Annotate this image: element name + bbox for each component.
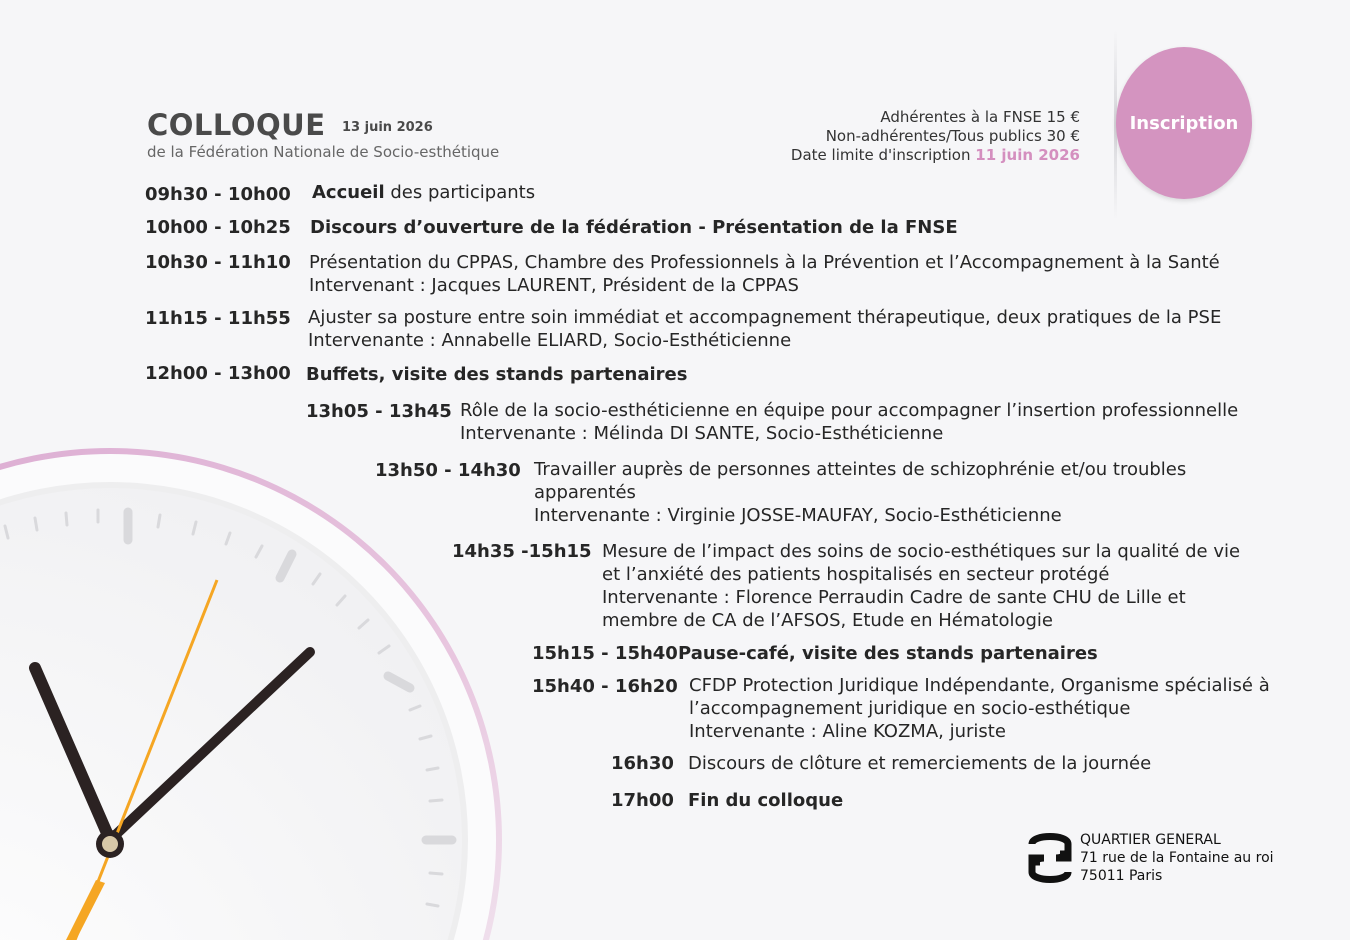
program-speaker: Intervenant : Jacques LAURENT, Président de la CPPAS: [309, 275, 799, 296]
program-time: 10h00 - 10h25: [145, 217, 291, 238]
deadline-label: Date limite d'inscription: [790, 146, 971, 164]
registration-deadline: [791, 146, 1080, 164]
program-line: Travailler auprès de personnes atteintes de schizophrénie et/ou troubles: [534, 459, 1187, 480]
program-time: 11h15 - 11h55: [145, 308, 291, 329]
program-item: [312, 181, 535, 204]
program-item: [460, 399, 1260, 445]
program-item: [309, 251, 1249, 297]
program-time: 15h40 - 16h20: [532, 676, 678, 697]
venue-address: [1080, 831, 1274, 885]
program-speaker: membre de CA de l’AFSOS, Etude en Hématologie: [602, 610, 1053, 631]
program-time: 13h05 - 13h45: [306, 401, 452, 422]
deadline-date: 11 juin 2026: [975, 146, 1080, 164]
program-time: 15h15 - 15h40: [532, 643, 678, 664]
program-line: CFDP Protection Juridique Indépendante, Organisme spécialisé à: [689, 675, 1270, 696]
program-time: 16h30: [611, 753, 674, 774]
page-title: COLLOQUE: [147, 108, 326, 142]
venue-name: QUARTIER GENERAL: [1080, 832, 1221, 848]
program-speaker: Intervenante : Virginie JOSSE-MAUFAY, Socio-Esthéticienne: [534, 505, 1062, 526]
program-line: et l’anxiété des patients hospitalisés en secteur protégé: [602, 564, 1110, 585]
program-time: 12h00 - 13h00: [145, 363, 291, 384]
program-item: [602, 540, 1262, 632]
price-members: Adhérentes à la FNSE 15 €: [880, 108, 1080, 126]
program-line: l’accompagnement juridique en socio-esthétique: [689, 698, 1131, 719]
program-title: Accueil: [312, 182, 385, 203]
clock-illustration: [0, 440, 520, 940]
program-time: 09h30 - 10h00: [145, 184, 291, 205]
program-speaker: Intervenante : Florence Perraudin Cadre de sante CHU de Lille et: [602, 587, 1186, 608]
program-item: Fin du colloque: [688, 790, 844, 811]
venue-street: 71 rue de la Fontaine au roi: [1080, 850, 1274, 866]
program-item: Discours de clôture et remerciements de la journée: [688, 753, 1152, 774]
program-line: Présentation du CPPAS, Chambre des Professionnels à la Prévention et l’Accompagnement à la Santé: [309, 252, 1220, 273]
program-item: Discours d’ouverture de la fédération - Présentation de la FNSE: [310, 217, 958, 238]
qg-logo-icon: [1028, 830, 1072, 886]
program-time: 17h00: [611, 790, 674, 811]
program-speaker: Intervenante : Annabelle ELIARD, Socio-Esthéticienne: [308, 330, 792, 351]
program-item: Pause-café, visite des stands partenaires: [678, 643, 1098, 664]
price-non-members: Non-adhérentes/Tous publics 30 €: [825, 127, 1080, 145]
program-speaker: Intervenante : Mélinda DI SANTE, Socio-Esthéticienne: [460, 423, 944, 444]
program-item: Buffets, visite des stands partenaires: [306, 364, 688, 385]
page-subtitle: de la Fédération Nationale de Socio-esthétique: [147, 143, 500, 161]
program-item: [534, 458, 1254, 527]
program-line: Mesure de l’impact des soins de socio-esthétiques sur la qualité de vie: [602, 541, 1241, 562]
event-date: 13 juin 2026: [342, 120, 433, 135]
program-item: [308, 306, 1248, 352]
program-item: [689, 674, 1309, 743]
program-time: 13h50 - 14h30: [375, 460, 521, 481]
program-time: 14h35 -15h15: [452, 541, 592, 562]
clock-center-cap: [102, 836, 118, 852]
program-line: apparentés: [534, 482, 636, 503]
program-time: 10h30 - 11h10: [145, 252, 291, 273]
program-speaker: Intervenante : Aline KOZMA, juriste: [689, 721, 1006, 742]
program-line: Rôle de la socio-esthéticienne en équipe pour accompagner l’insertion professionnelle: [460, 400, 1239, 421]
clock-face: [0, 488, 462, 940]
program-line: Ajuster sa posture entre soin immédiat et accompagnement thérapeutique, deux pratiques de la PSE: [308, 307, 1222, 328]
inscription-button[interactable]: Inscription: [1116, 47, 1252, 199]
venue-city: 75011 Paris: [1080, 868, 1163, 884]
program-text: des participants: [384, 182, 536, 203]
